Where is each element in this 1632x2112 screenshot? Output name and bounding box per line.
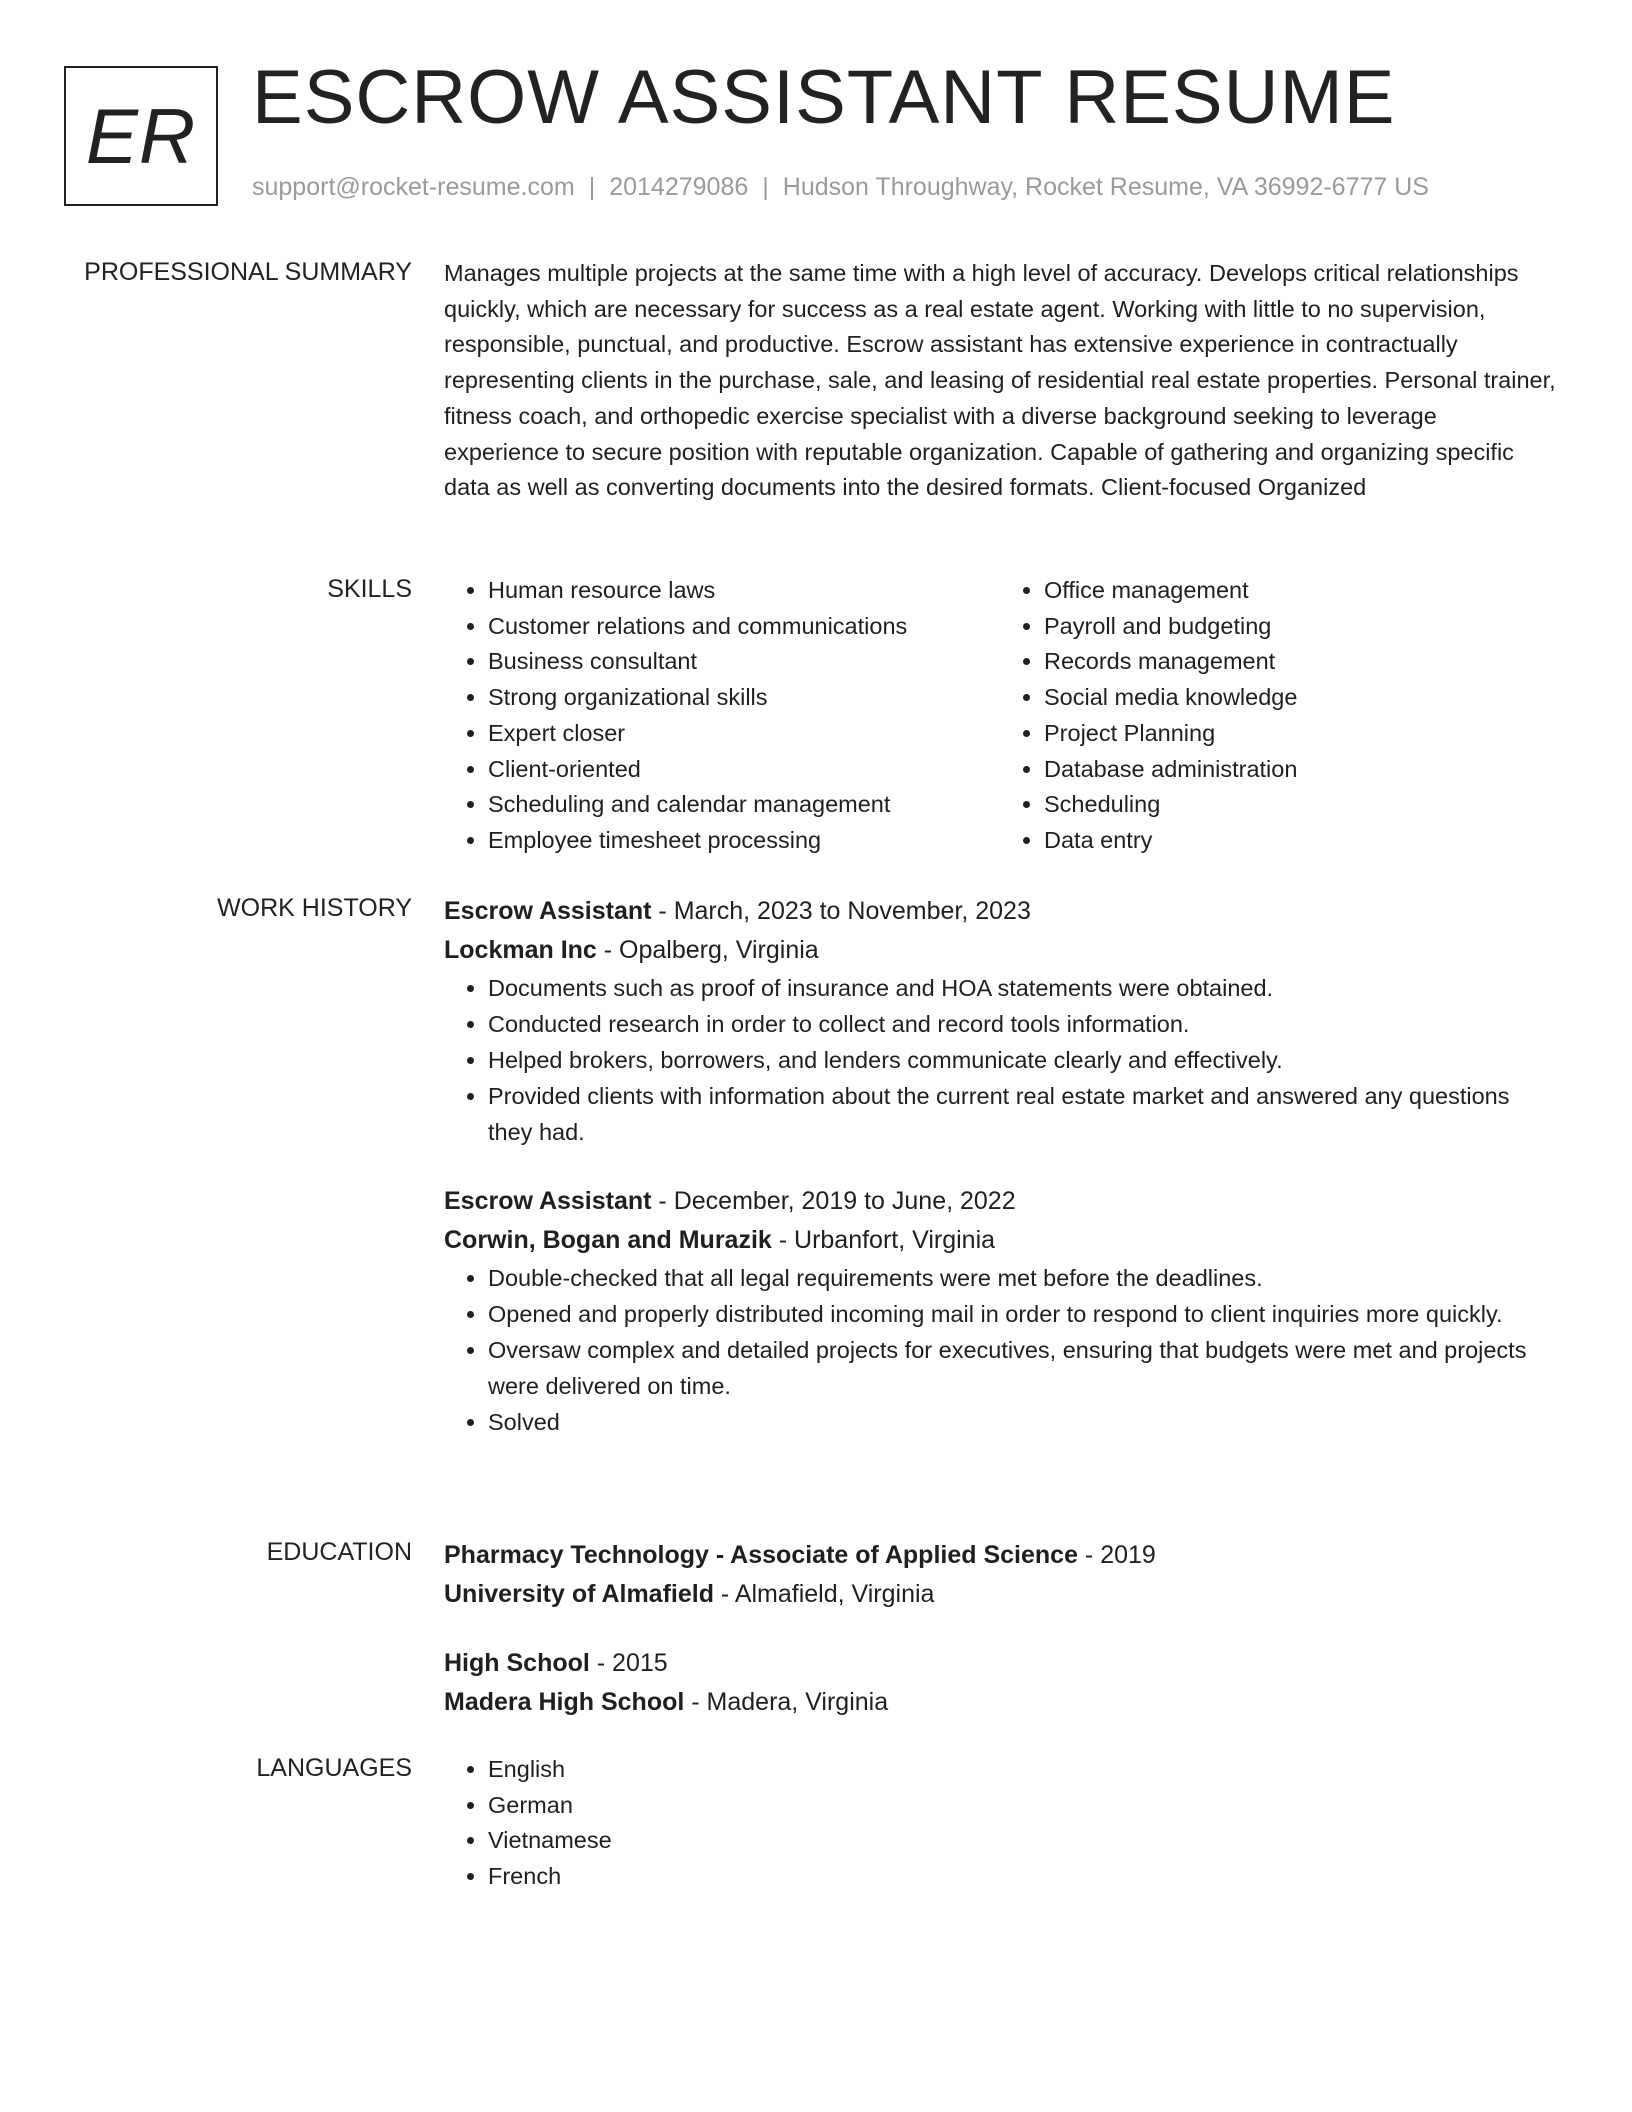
section-label-languages: LANGUAGES	[256, 1754, 412, 1782]
resume-title: ESCROW ASSISTANT RESUME	[252, 55, 1396, 140]
work-history-body	[444, 892, 1556, 1440]
monogram-logo: ER	[64, 66, 218, 206]
skill-item: • Scheduling and calendar management	[488, 787, 1000, 823]
degree-line	[444, 1536, 1556, 1575]
contact-address: Hudson Throughway, Rocket Resume, VA 36992-6777 US	[782, 173, 1429, 201]
skill-item: • Client-oriented	[488, 752, 1000, 788]
education-body	[444, 1536, 1556, 1722]
school-line	[444, 1575, 1556, 1614]
degree-name: Pharmacy Technology - Associate of Applied Science	[444, 1541, 1078, 1569]
degree-name: High School	[444, 1649, 590, 1677]
section-label-summary: PROFESSIONAL SUMMARY	[84, 258, 412, 286]
job-dates: - March, 2023 to November, 2023	[651, 897, 1031, 925]
language-item: • French	[488, 1859, 1556, 1895]
skill-item: • Business consultant	[488, 644, 1000, 680]
skill-item: • Project Planning	[1044, 716, 1556, 752]
education-entry	[444, 1536, 1556, 1614]
skill-item: • Payroll and budgeting	[1044, 609, 1556, 645]
summary-text: Manages multiple projects at the same time with a high level of accuracy. Develops critical relationships quickly, which are necessary for success as a real estate agent. Working with little to no supervision, responsible, punctual, and productive. Escrow assistant has extensive experience in contractually representing clients in the purchase, sale, and leasing of residential real estate properties. Personal trainer, fitness coach, and orthopedic exercise specialist with a diverse background seeking to leverage experience to secure position with reputable organization. Capable of gathering and organizing specific data as well as converting documents into the desired formats. Client-focused Organized	[444, 260, 1556, 501]
skill-item: • Records management	[1044, 644, 1556, 680]
languages-list	[444, 1752, 1556, 1895]
entry-spacer	[444, 1150, 1556, 1182]
skills-list-right	[1000, 573, 1556, 859]
job-duty: • Solved	[488, 1404, 1556, 1440]
entry-spacer	[444, 1614, 1556, 1644]
languages-body	[444, 1752, 1556, 1895]
summary-body	[444, 256, 1556, 506]
job-duty: • Provided clients with information about the current real estate market and answered any questions they had.	[488, 1078, 1556, 1150]
degree-year: - 2019	[1077, 1541, 1156, 1569]
school-line	[444, 1683, 1556, 1722]
job-duty: • Conducted research in order to collect and record tools information.	[488, 1006, 1556, 1042]
job-duty: • Double-checked that all legal requirements were met before the deadlines.	[488, 1260, 1556, 1296]
skill-item: • Customer relations and communications	[488, 609, 1000, 645]
job-duty: • Opened and properly distributed incoming mail in order to respond to client inquiries more quickly.	[488, 1296, 1556, 1332]
skills-columns	[444, 573, 1556, 859]
skill-item: • Expert closer	[488, 716, 1000, 752]
job-duty: • Documents such as proof of insurance and HOA statements were obtained.	[488, 970, 1556, 1006]
job-title: Escrow Assistant	[444, 1187, 652, 1215]
language-item: • German	[488, 1788, 1556, 1824]
degree-year: - 2015	[589, 1649, 668, 1677]
job-title-line	[444, 1182, 1556, 1221]
school-location: - Almafield, Virginia	[713, 1580, 935, 1608]
job-company-line	[444, 931, 1556, 970]
job-company: Corwin, Bogan and Murazik	[444, 1226, 772, 1254]
school-name: Madera High School	[444, 1688, 685, 1716]
section-label-skills: SKILLS	[327, 575, 412, 603]
job-company-line	[444, 1221, 1556, 1260]
school-location: - Madera, Virginia	[684, 1688, 889, 1716]
contact-phone: 2014279086	[609, 173, 749, 201]
job-location: - Urbanfort, Virginia	[771, 1226, 996, 1254]
section-label-education: EDUCATION	[266, 1538, 412, 1566]
language-item: • English	[488, 1752, 1556, 1788]
education-entry	[444, 1644, 1556, 1722]
contact-separator: |	[588, 173, 596, 201]
contact-email: support@rocket-resume.com	[252, 173, 575, 201]
job-duties-list	[444, 970, 1556, 1150]
skills-list-left	[444, 573, 1000, 859]
job-duty: • Helped brokers, borrowers, and lenders communicate clearly and effectively.	[488, 1042, 1556, 1078]
degree-line	[444, 1644, 1556, 1683]
skill-item: • Office management	[1044, 573, 1556, 609]
skill-item: • Database administration	[1044, 752, 1556, 788]
skill-item: • Data entry	[1044, 823, 1556, 859]
contact-line	[252, 173, 1429, 202]
job-company: Lockman Inc	[444, 936, 597, 964]
job-title: Escrow Assistant	[444, 897, 652, 925]
skill-item: • Scheduling	[1044, 787, 1556, 823]
job-title-line	[444, 892, 1556, 931]
skill-item: • Strong organizational skills	[488, 680, 1000, 716]
job-duty: • Oversaw complex and detailed projects for executives, ensuring that budgets were met and projects were delivered on time.	[488, 1332, 1556, 1404]
job-entry	[444, 1182, 1556, 1440]
skill-item: • Social media knowledge	[1044, 680, 1556, 716]
school-name: University of Almafield	[444, 1580, 714, 1608]
job-location: - Opalberg, Virginia	[596, 936, 819, 964]
job-dates: - December, 2019 to June, 2022	[651, 1187, 1016, 1215]
skill-item: • Employee timesheet processing	[488, 823, 1000, 859]
section-label-work-history: WORK HISTORY	[217, 894, 412, 922]
job-duties-list	[444, 1260, 1556, 1440]
skill-item: • Human resource laws	[488, 573, 1000, 609]
language-item: • Vietnamese	[488, 1823, 1556, 1859]
job-entry	[444, 892, 1556, 1150]
contact-separator: |	[762, 173, 769, 201]
